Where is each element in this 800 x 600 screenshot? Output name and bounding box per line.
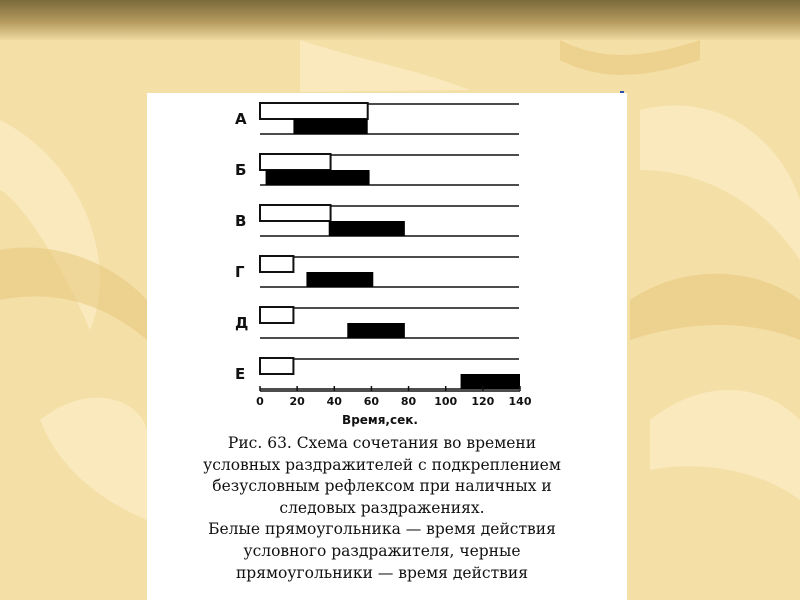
x-tick-label: 120 bbox=[471, 395, 495, 408]
timing-diagram bbox=[147, 93, 627, 433]
conditioned-bar bbox=[260, 307, 293, 323]
figure-card bbox=[147, 93, 627, 600]
caption-line: условного раздражителя, черные bbox=[243, 541, 521, 560]
row-label: Е bbox=[235, 365, 246, 383]
row-label: В bbox=[235, 212, 247, 230]
unconditioned-bar bbox=[329, 221, 405, 236]
conditioned-bar bbox=[260, 205, 331, 221]
x-tick-label: 100 bbox=[434, 395, 458, 408]
unconditioned-bar bbox=[293, 119, 367, 134]
caption-line: следовых раздражениях. bbox=[279, 498, 485, 517]
unconditioned-bar bbox=[461, 374, 520, 389]
x-tick-label: 40 bbox=[326, 395, 342, 408]
x-tick-label: 60 bbox=[363, 395, 380, 408]
x-tick-label: 20 bbox=[289, 395, 305, 408]
row-label: Д bbox=[235, 314, 249, 332]
x-tick-label: 0 bbox=[256, 395, 264, 408]
unconditioned-bar bbox=[347, 323, 405, 338]
x-tick-label: 140 bbox=[508, 395, 532, 408]
x-axis-label: Время,сек. bbox=[342, 413, 418, 427]
row-label: Г bbox=[235, 263, 245, 281]
caption-line: Белые прямоугольника — время действия bbox=[208, 520, 556, 539]
conditioned-bar bbox=[260, 358, 293, 374]
caption-line: Рис. 63. Схема сочетания во времени bbox=[227, 434, 537, 452]
unconditioned-bar bbox=[306, 272, 373, 287]
figure-caption bbox=[147, 433, 617, 584]
conditioned-bar bbox=[260, 256, 293, 272]
x-tick-label: 80 bbox=[400, 395, 417, 408]
caption-line: условных раздражителей с подкреплением bbox=[203, 455, 561, 474]
caption-line: безусловным рефлексом при наличных и bbox=[212, 477, 552, 496]
top-gradient-band bbox=[0, 0, 800, 40]
conditioned-bar bbox=[260, 103, 368, 119]
row-label: Б bbox=[235, 161, 247, 179]
unconditioned-bar bbox=[266, 170, 370, 185]
conditioned-bar bbox=[260, 154, 331, 170]
caption-line: прямоугольники — время действия bbox=[235, 563, 529, 582]
row-label: А bbox=[235, 110, 247, 128]
